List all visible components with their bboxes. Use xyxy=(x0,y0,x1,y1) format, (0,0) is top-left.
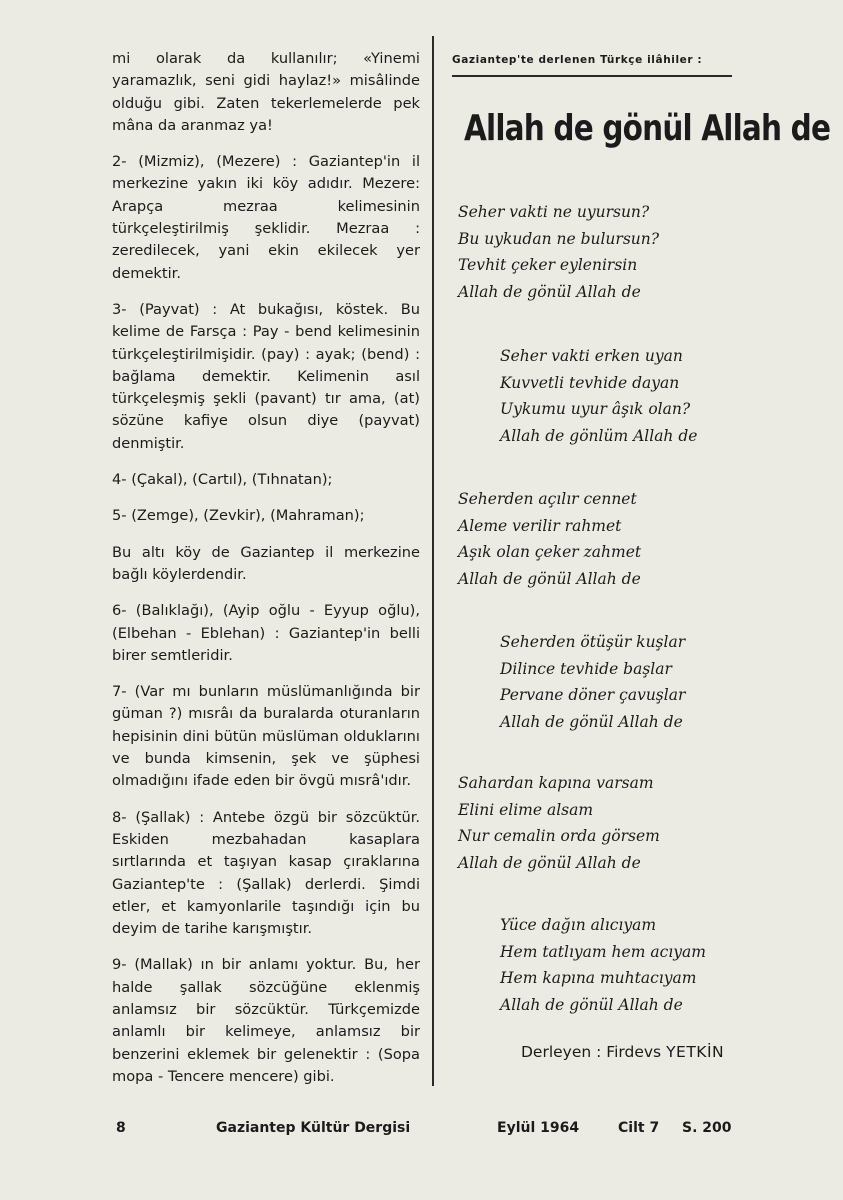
compiler-credit xyxy=(521,1043,724,1061)
note-paragraph-2: 2- (Mizmiz), (Mezere) : Gaziantep'in il merkezine yakın iki köy adıdır. Mezere: Arapça mezraa kelimesinin türkçeleştirilmiş şeklidir. Mezraa : zeredilecek, yani ekin ekilecek yer demektir. xyxy=(112,153,420,282)
verse-line: Seherden ötüşür kuşlar xyxy=(500,633,686,651)
credit-label: Derleyen : Firdevs xyxy=(521,1043,662,1061)
volume-number: Cilt 7 xyxy=(618,1120,660,1136)
verse-line: Hem kapına muhtacıyam xyxy=(500,969,697,987)
verse-line: Sahardan kapına varsam xyxy=(458,774,654,792)
verse-line: Allah de gönül Allah de xyxy=(458,569,641,588)
verse-line: Seherden açılır cennet xyxy=(458,490,637,508)
verse-line: Dilince tevhide başlar xyxy=(500,659,672,678)
left-column-notes xyxy=(112,48,420,1102)
note-paragraph-3: 3- (Payvat) : At bukağısı, köstek. Bu kelime de Farsça : Pay - bend kelimesinin türkçeleştirilmişidir. (pay) : ayak; (bend) : bağlama demektir. Kelimenin asıl türkçeleşmiş şekli (pavant) tır ama, (at) sözüne kafiye olsun diye (payvat) denmiştir. xyxy=(112,300,420,452)
note-paragraph-continuation: mi olarak da kullanılır; «Yinemi yaramazlık, seni gidi haylaz!» misâlinde olduğu gibi. Zaten tekerlemelerde pek mâna da aranmaz ya! xyxy=(112,50,420,134)
issue-date: Eylül 1964 xyxy=(497,1120,580,1136)
page-number: 8 xyxy=(116,1120,126,1136)
section-header: Gaziantep'te derlenen Türkçe ilâhiler : xyxy=(452,54,703,66)
verse-line: Pervane döner çavuşlar xyxy=(500,686,686,704)
note-paragraph-6: 6- (Balıklağı), (Ayip oğlu - Eyyup oğlu), (Elbehan - Eblehan) : Gaziantep'in belli birer semtleridir. xyxy=(112,602,420,664)
verse-line: Allah de gönlüm Allah de xyxy=(500,426,698,445)
verse-line: Yüce dağın alıcıyam xyxy=(500,916,657,934)
header-rule xyxy=(452,75,732,77)
note-paragraph-5: 5- (Zemge), (Zevkir), (Mahraman); xyxy=(112,507,365,525)
verse-line: Nur cemalin orda görsem xyxy=(458,827,660,845)
verse-line: Allah de gönül Allah de xyxy=(458,282,641,301)
verse-line: Aşık olan çeker zahmet xyxy=(458,543,642,561)
credit-surname: YETKİN xyxy=(666,1043,725,1061)
stanza-3 xyxy=(458,486,641,592)
stanza-5 xyxy=(458,770,660,876)
journal-name: Gaziantep Kültür Dergisi xyxy=(216,1120,411,1136)
verse-line: Seher vakti ne uyursun? xyxy=(458,203,650,221)
stanza-2 xyxy=(500,343,697,449)
verse-line: Kuvvetli tevhide dayan xyxy=(500,373,680,392)
verse-line: Uykumu uyur âşık olan? xyxy=(500,400,691,418)
verse-line: Allah de gönül Allah de xyxy=(458,853,641,872)
verse-line: Tevhit çeker eylenirsin xyxy=(458,256,638,274)
verse-line: Hem tatlıyam hem acıyam xyxy=(500,942,706,961)
issue-number: S. 200 xyxy=(682,1120,732,1136)
note-paragraph-9: 9- (Mallak) ın bir anlamı yoktur. Bu, her halde şallak sözcüğüne eklenmiş anlamsız bir sözcüktür. Türkçemizde anlamlı bir kelimeye, anlamsız bir benzerini eklemek bir gelenektir : (Sopa mopa - Tencere mencere) gibi. xyxy=(112,956,420,1085)
note-paragraph-4: 4- (Çakal), (Cartıl), (Tıhnatan); xyxy=(112,471,333,489)
stanza-4 xyxy=(500,629,685,735)
verse-line: Seher vakti erken uyan xyxy=(500,347,683,365)
stanza-1 xyxy=(458,199,659,305)
verse-line: Allah de gönül Allah de xyxy=(500,995,683,1014)
verse-line: Elini elime alsam xyxy=(458,800,594,819)
stanza-6 xyxy=(500,912,706,1018)
verse-line: Bu uykudan ne bulursun? xyxy=(458,229,660,248)
verse-line: Allah de gönül Allah de xyxy=(500,712,683,731)
note-paragraph-villages: Bu altı köy de Gaziantep il merkezine bağlı köylerdendir. xyxy=(112,543,420,583)
note-paragraph-7: 7- (Var mı bunların müslümanlığında bir güman ?) mısrâı da buralarda oturanların hepisinin dini bütün müslüman olduklarını ve bunda kimsenin, şek ve şüphesi olmadığını ifade eden bir övgü mısrâ'ıdır. xyxy=(112,683,420,790)
poem-title: Allah de gönül Allah de xyxy=(464,108,831,149)
verse-line: Aleme verilir rahmet xyxy=(458,516,622,535)
note-paragraph-8: 8- (Şallak) : Antebe özgü bir sözcüktür. Eskiden mezbahadan kasaplara sırtlarında et taşıyan kasap çıraklarına Gaziantep'te : (Şallak) derlerdi. Şimdi etler, et kamyonlarile taşındığı için bu deyim de tarihe karışmıştır. xyxy=(112,808,420,938)
column-divider xyxy=(432,36,434,1086)
